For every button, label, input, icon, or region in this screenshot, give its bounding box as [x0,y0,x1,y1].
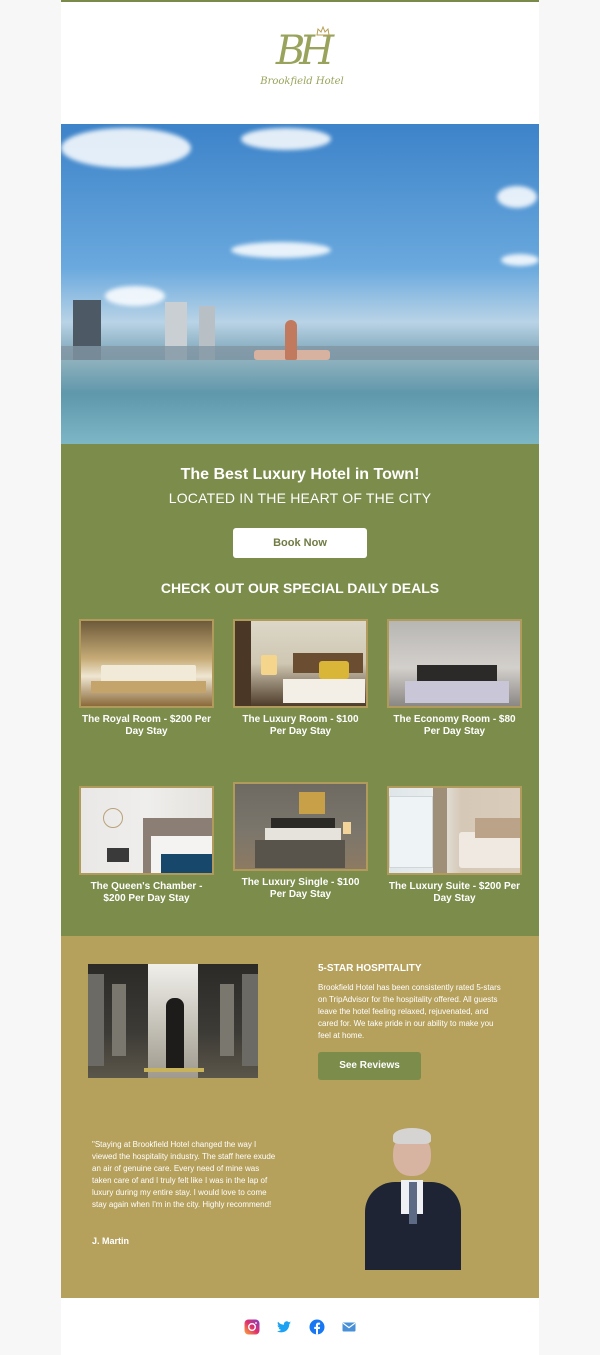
hospitality-section [61,936,539,1298]
cloud [231,242,331,258]
testimonial-author: J. Martin [92,1236,130,1246]
cloud [61,128,191,168]
hotel-logo[interactable] [256,26,348,101]
swimmer [285,320,297,360]
email-header [61,2,539,124]
room-photo-luxury-single[interactable] [233,782,368,871]
room-caption: The Queen's Chamber - $200 Per Day Stay [90,881,203,904]
room-photo-queens-chamber[interactable] [79,786,214,875]
see-reviews-button[interactable]: See Reviews [318,1052,421,1080]
room-caption: The Luxury Suite - $200 Per Day Stay [388,881,521,904]
hospitality-body: Brookfield Hotel has been consistently rated 5-stars on TripAdvisor for the hospitality offered. All guests leave the hotel feeling relaxed, rejuvenated, and cared for. We take pride in our ability to make you feel at home. [318,983,501,1040]
social-links [244,1318,357,1336]
room-caption: The Luxury Room - $100 Per Day Stay [242,714,359,737]
room-card[interactable] [387,786,522,905]
room-caption: The Economy Room - $80 Per Day Stay [393,714,516,737]
logo-wordmark: Brookfield Hotel [260,76,344,87]
deals-section [61,444,539,936]
twitter-icon[interactable] [276,1319,292,1335]
room-photo-luxury-suite[interactable] [387,786,522,875]
logo-monogram: BH [275,28,329,74]
cloud [497,186,537,208]
book-now-button[interactable]: Book Now [233,528,367,558]
room-card[interactable] [233,619,368,738]
cloud [105,286,165,306]
hospitality-photo [88,964,258,1078]
room-photo-luxury[interactable] [233,619,368,708]
email-footer [61,1298,539,1355]
testimonial-portrait [361,1126,465,1270]
room-photo-royal[interactable] [79,619,214,708]
room-card[interactable] [387,619,522,738]
instagram-icon[interactable] [244,1319,260,1335]
cloud [501,254,539,266]
deals-title: CHECK OUT OUR SPECIAL DAILY DEALS [160,580,440,596]
email-icon[interactable] [341,1319,357,1335]
room-caption: The Royal Room - $200 Per Day Stay [82,714,211,737]
room-card[interactable] [79,786,214,905]
hero-image [61,124,539,444]
cloud [241,128,331,150]
infinity-pool [61,360,539,444]
hero-subline: LOCATED IN THE HEART OF THE CITY [168,490,432,506]
room-photo-economy[interactable] [387,619,522,708]
room-card[interactable] [233,782,368,901]
hero-headline: The Best Luxury Hotel in Town! [180,466,420,483]
facebook-icon[interactable] [309,1319,325,1335]
testimonial-quote: "Staying at Brookfield Hotel changed the way I viewed the hospitality industry. The staff here exude an air of genuine care. Every need of mine was taken care of and I truly felt like I was in the lap of luxury during my entire stay. I would love to come stay again when I'm in the city. Highly recommend! [92,1140,276,1209]
crown-icon [316,26,330,39]
room-caption: The Luxury Single - $100 Per Day Stay [241,877,360,900]
hospitality-title: 5-STAR HOSPITALITY [318,963,422,974]
room-card[interactable] [79,619,214,738]
